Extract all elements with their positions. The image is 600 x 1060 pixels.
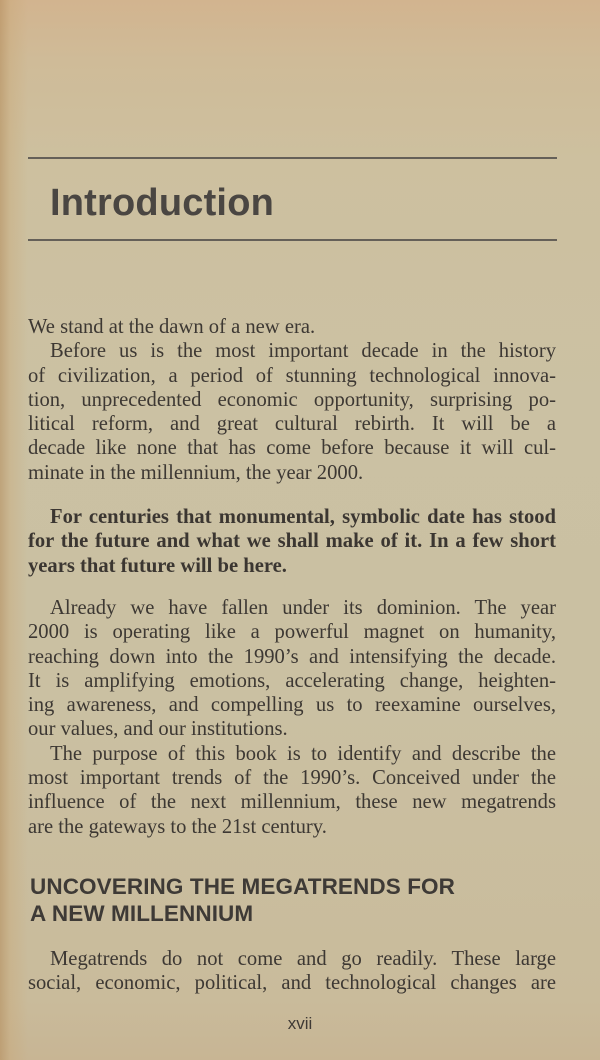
text-line: For centuries that monumental, symbolic date has stood (50, 506, 556, 528)
paragraph-group-dominion (28, 596, 556, 839)
text-line: of civilization, a period of stunning technological innova- (28, 364, 556, 387)
text-line: for the future and what we shall make of it. In a few short (28, 530, 556, 553)
text-line: ing awareness, and compelling us to reexamine ourselves, (28, 694, 556, 717)
paragraph (28, 596, 556, 742)
text-line: influence of the next millennium, these new megatrends (28, 791, 556, 814)
text-line: are the gateways to the 21st century. (28, 815, 327, 838)
paragraph-megatrends (28, 947, 556, 996)
chapter-title: Introduction (50, 182, 275, 224)
text-line: social, economic, political, and technological changes are (28, 972, 556, 995)
text-line: most important trends of the 1990’s. Conceived under the (28, 767, 556, 790)
title-rule-top (28, 157, 557, 159)
title-rule-bottom (28, 239, 557, 241)
text-line: minate in the millennium, the year 2000. (28, 461, 364, 484)
paragraph-bold-emphasis (28, 505, 556, 578)
text-line: It is amplifying emotions, accelerating change, heighten- (28, 669, 556, 692)
section-heading-line: UNCOVERING THE MEGATRENDS FOR (30, 874, 455, 899)
text-line: Megatrends do not come and go readily. These large (50, 948, 556, 970)
text-line: The purpose of this book is to identify and describe the (50, 742, 556, 765)
text-line: We stand at the dawn of a new era. (28, 316, 316, 338)
paragraph (28, 315, 556, 339)
text-line: tion, unprecedented economic opportunity, surprising po- (28, 388, 556, 411)
section-heading (30, 873, 550, 927)
paragraph-group-opening (28, 315, 556, 485)
reverse-page-show-through (90, 30, 550, 52)
section-heading-line: A NEW MILLENNIUM (30, 901, 254, 926)
text-line: Already we have fallen under its dominion. The year (50, 597, 556, 619)
text-line: our values, and our institutions. (28, 718, 288, 741)
paragraph (28, 742, 556, 839)
text-line: years that future will be here. (28, 554, 287, 577)
page-number: xvii (287, 1014, 313, 1033)
paragraph (28, 339, 556, 485)
text-line: decade like none that has come before because it will cul- (28, 437, 556, 460)
text-line: reaching down into the 1990’s and intensifying the decade. (28, 645, 556, 668)
text-line: litical reform, and great cultural rebirth. It will be a (28, 413, 556, 436)
text-line: 2000 is operating like a powerful magnet on humanity, (28, 621, 556, 644)
text-line: Before us is the most important decade in the history (50, 340, 556, 363)
